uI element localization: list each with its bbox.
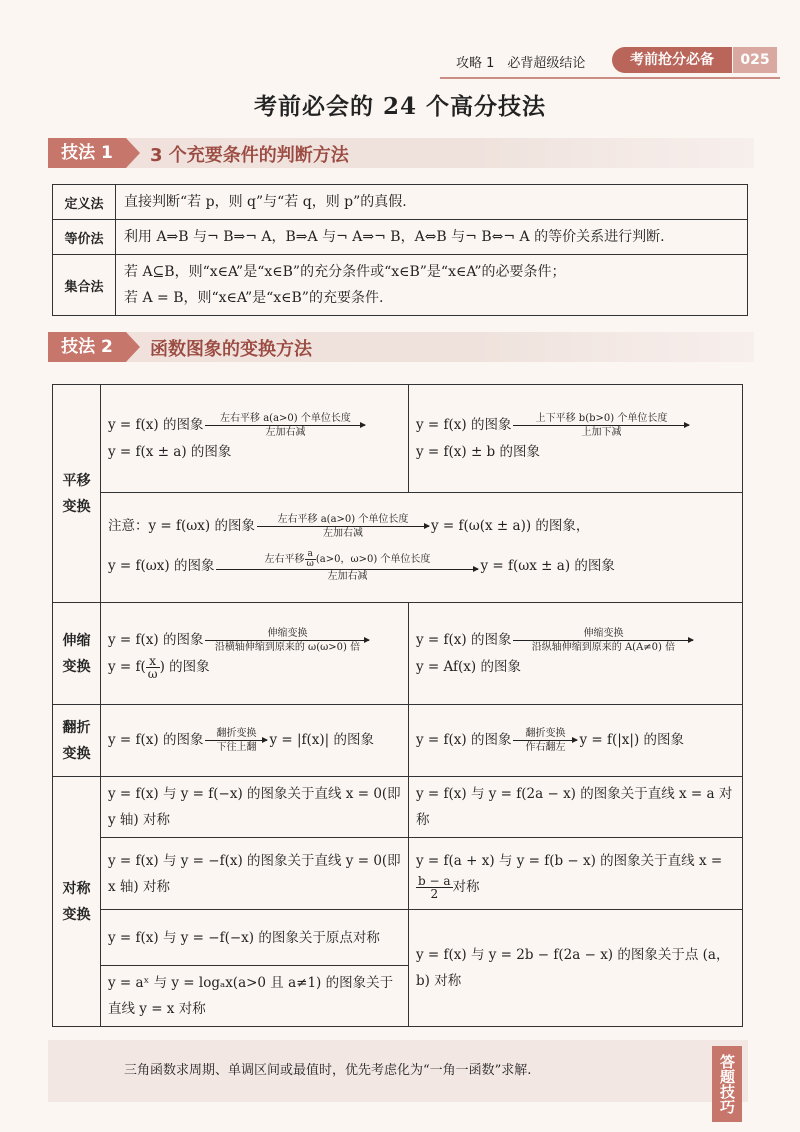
arrow-label: 上加下减 — [581, 427, 622, 438]
table-row — [53, 705, 743, 777]
arrow-label: 左加右减 — [327, 570, 368, 582]
section2-label: 技法 2 — [48, 332, 126, 362]
arrow-label: 下往上翻 — [216, 742, 257, 753]
formula-text: 对称 — [452, 878, 480, 895]
arrow-icon — [205, 727, 267, 754]
category-stretch: 伸缩 变换 — [53, 603, 101, 705]
translate-note — [101, 493, 743, 603]
row-key: 等价法 — [53, 220, 116, 255]
formula-text: y = |f(x)| 的图象 — [269, 732, 375, 748]
row-value — [116, 255, 748, 316]
fraction: $\frac{b - a}{2}$ — [418, 873, 451, 901]
formula-text: ) 的图象 — [159, 659, 210, 675]
section1-title: 3 个充要条件的判断方法 — [150, 145, 349, 166]
chevron-right-icon — [126, 138, 140, 168]
table-row — [53, 385, 743, 493]
arrow-icon — [513, 627, 693, 654]
stretch-vertical — [409, 603, 743, 705]
arrow-icon — [513, 412, 689, 439]
table-row — [53, 838, 743, 910]
formula-text: y = f(|x|) 的图象 — [579, 732, 685, 748]
header-tag: 考前抢分必备 — [612, 47, 732, 73]
row-value: 直接判断“若 p，则 q”与“若 q，则 p”的真假. — [116, 185, 748, 220]
arrow-label: 伸缩变换 — [583, 628, 624, 639]
tip-box: 三角函数求周期、单调区间或最值时，优先考虑化为“一角一函数”求解. — [48, 1040, 748, 1102]
formula-text: y = f(ωx ± a) 的图象 — [480, 557, 615, 574]
formula-text: y = f(x) ± b 的图象 — [416, 444, 540, 460]
arrow-label: 左右平移 a(a>0) 个单位长度 — [277, 513, 409, 525]
arrow-label: 左加右减 — [322, 527, 363, 539]
flip-abs-x — [409, 705, 743, 777]
arrow-label: 上下平移 b(b>0) 个单位长度 — [535, 413, 668, 424]
table-row — [53, 603, 743, 705]
table-row — [53, 910, 743, 966]
table-row — [53, 777, 743, 838]
formula-text: y = f(a + x) 与 y = f(b − x) 的图象关于直线 x = — [416, 852, 723, 869]
formula-text: y = Af(x) 的图象 — [416, 659, 521, 675]
table-row — [53, 493, 743, 603]
formula-text: y = f(x) 的图象 — [416, 632, 512, 648]
stretch-horizontal — [101, 603, 409, 705]
arrow-label: 伸缩变换 — [267, 628, 308, 639]
chapter-label: 攻略 1 必背超级结论 — [456, 56, 586, 71]
row-line: 若 A = B，则“x∈A”是“x∈B”的充要条件. — [124, 290, 384, 306]
arrow-icon — [257, 513, 429, 540]
formula-text: y = f(x) 的图象 — [416, 732, 512, 748]
category-translate: 平移 变换 — [53, 385, 101, 603]
arrow-icon — [513, 727, 577, 754]
symmetry-line-a: y = f(x) 与 y = f(2a − x) 的图象关于直线 x = a 对称 — [409, 777, 743, 838]
arrow-icon — [216, 550, 478, 583]
symmetry-x-axis: y = f(x) 与 y = −f(x) 的图象关于直线 y = 0(即 x 轴) 对称 — [101, 838, 409, 910]
table-row — [53, 220, 748, 255]
arrow-label: 翻折变换 — [216, 728, 257, 739]
row-key: 集合法 — [53, 255, 116, 316]
category-symmetry: 对称 变换 — [53, 777, 101, 1027]
arrow-label: 翻折变换 — [525, 728, 566, 739]
formula-text: y = f(ω(x ± a)) 的图象， — [430, 517, 590, 534]
row-value: 利用 A⇒B 与¬ B⇒¬ A，B⇒A 与¬ A⇒¬ B，A⇔B 与¬ B⇔¬ A 的等价关系进行判断. — [116, 220, 748, 255]
condition-methods-table — [52, 184, 748, 316]
formula-text: y = f(x ± a) 的图象 — [108, 444, 232, 460]
arrow-label: 沿纵轴伸缩到原来的 A(A≠0) 倍 — [531, 642, 676, 653]
page-title: 考前必会的 24 个高分技法 — [253, 93, 547, 120]
formula-text: y = f(x) 的图象 — [108, 632, 204, 648]
symmetry-exp-log: y = aˣ 与 y = logₐx(a>0 且 a≠1) 的图象关于直线 y = x 对称 — [101, 966, 409, 1027]
arrow-label: 左加右减 — [265, 427, 306, 438]
header-divider — [440, 77, 780, 79]
section1-bar — [48, 138, 754, 168]
symmetry-line-mid — [409, 838, 743, 910]
arrow-icon — [205, 627, 369, 654]
fraction: $\frac{x}{\omega}$ — [147, 654, 158, 681]
arrow-label: 作右翻左 — [525, 742, 566, 753]
category-flip: 翻折 变换 — [53, 705, 101, 777]
formula-text: y = f(x) 的图象 — [416, 417, 512, 433]
formula-text: y = f( — [108, 659, 146, 675]
formula-text: y = f(x) 的图象 — [108, 417, 204, 433]
chevron-right-icon — [126, 332, 140, 362]
arrow-label: 左右平移 a(a>0) 个单位长度 — [220, 413, 351, 424]
table-row — [53, 255, 748, 316]
row-line: 若 A⊆B，则“x∈A”是“x∈B”的充分条件或“x∈B”是“x∈A”的必要条件； — [124, 264, 566, 280]
section1-label: 技法 1 — [48, 138, 126, 168]
arrow-label: 左右平移 $\frac{a}{\omega}$ (a>0，ω>0) 个单位长度 — [264, 548, 431, 569]
formula-text: y = f(x) 的图象 — [108, 732, 204, 748]
translate-horizontal — [101, 385, 409, 493]
symmetry-point: y = f(x) 与 y = 2b − f(2a − x) 的图象关于点 (a，b) 对称 — [409, 910, 743, 1027]
arrow-label: 沿横轴伸缩到原来的 ω(ω>0) 倍 — [214, 642, 361, 653]
section2-bar — [48, 332, 754, 362]
row-key: 定义法 — [53, 185, 116, 220]
arrow-icon — [205, 412, 365, 439]
page-number: 025 — [733, 47, 777, 73]
symmetry-origin: y = f(x) 与 y = −f(−x) 的图象关于原点对称 — [101, 910, 409, 966]
formula-text: y = f(ωx) 的图象 — [108, 557, 215, 574]
flip-abs — [101, 705, 409, 777]
translate-vertical — [409, 385, 743, 493]
table-row — [53, 185, 748, 220]
graph-transform-table — [52, 384, 743, 1027]
section2-title: 函数图象的变换方法 — [150, 339, 312, 360]
formula-text: 注意：y = f(ωx) 的图象 — [108, 517, 255, 534]
side-tag: 答题技巧 — [712, 1046, 742, 1122]
symmetry-y-axis: y = f(x) 与 y = f(−x) 的图象关于直线 x = 0(即 y 轴) 对称 — [101, 777, 409, 838]
